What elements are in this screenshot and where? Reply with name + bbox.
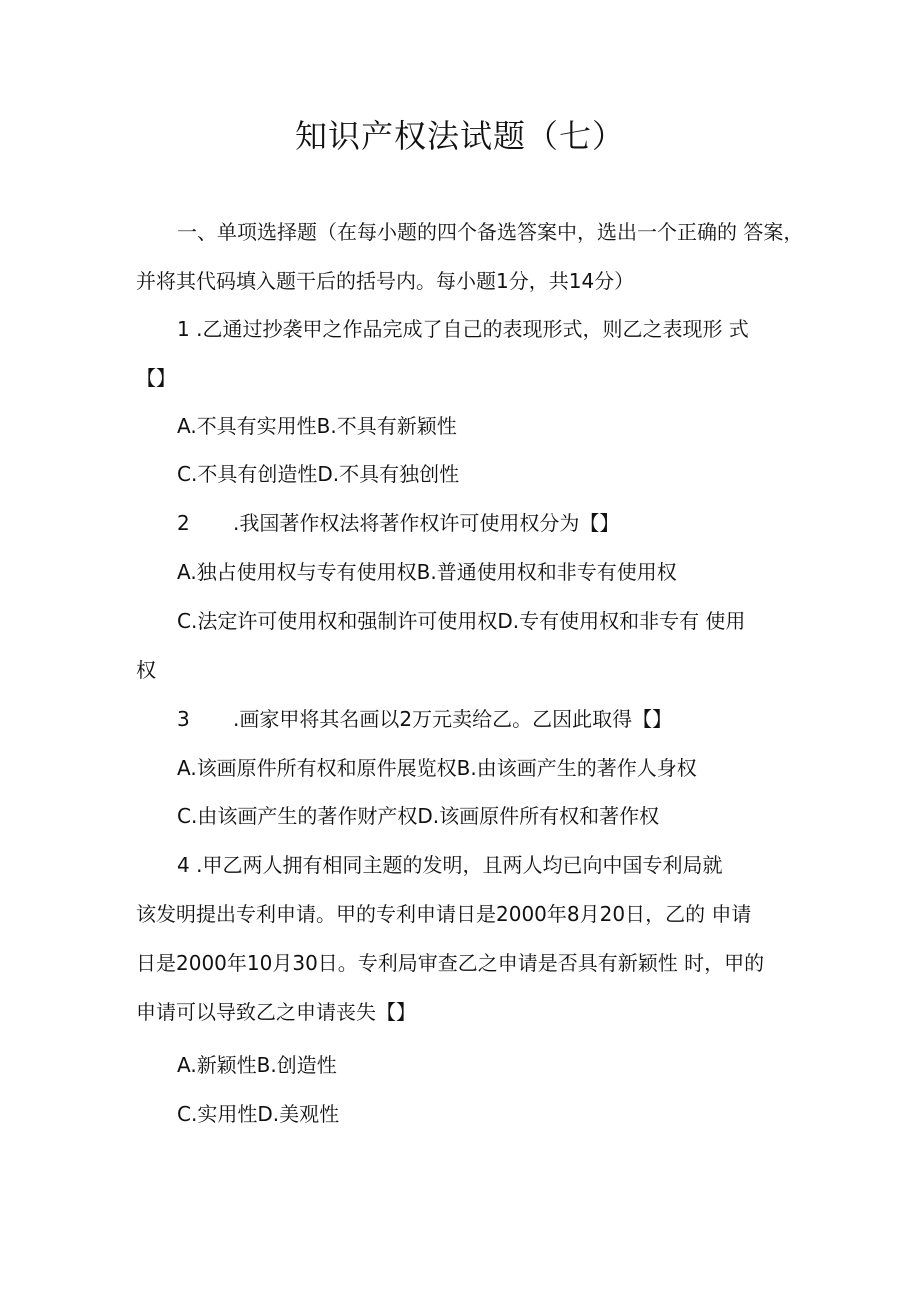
section-intro-line-1: 一、单项选择题（在每小题的四个备选答案中，选出一个正确的 答案， xyxy=(177,220,804,244)
question-1-options-line-2: C.不具有创造性D.不具有独创性 xyxy=(177,462,460,486)
question-4-options-line-1: A.新颖性B.创造性 xyxy=(177,1053,337,1077)
page-title: 知识产权法试题（七） xyxy=(294,117,625,155)
question-2-options-line-2: C.法定许可使用权和强制许可使用权D.专有使用权和非专有 使用 xyxy=(177,609,746,633)
question-4-options-line-2: C.实用性D.美观性 xyxy=(177,1102,340,1126)
question-2-options-line-1: A.独占使用权与专有使用权B.普通使用权和非专有使用权 xyxy=(177,560,677,584)
question-1-stem-line-2: 【】 xyxy=(136,366,176,390)
section-intro-line-2: 并将其代码填入题干后的括号内。每小题1分，共14分） xyxy=(136,269,635,293)
question-4-stem-line-2: 该发明提出专利申请。甲的专利申请日是2000年8月20日，乙的 申请 xyxy=(136,902,752,926)
question-3-stem-line-1 xyxy=(177,704,672,734)
question-1-stem-line-1 xyxy=(177,314,749,344)
question-3-options-line-1: A.该画原件所有权和原件展览权B.由该画产生的著作人身权 xyxy=(177,756,697,780)
question-3-number: 3 xyxy=(177,707,190,731)
question-2-stem-text: .我国著作权法将著作权许可使用权分为【】 xyxy=(233,511,620,535)
question-3-options-line-2: C.由该画产生的著作财产权D.该画原件所有权和著作权 xyxy=(177,804,660,828)
question-4-stem-text: .甲乙两人拥有相同主题的发明，且两人均已向中国专利局就 xyxy=(189,853,723,877)
question-1-stem-text: .乙通过抄袭甲之作品完成了自己的表现形式，则乙之表现形 式 xyxy=(189,317,749,341)
question-1-number: 1 xyxy=(177,317,190,341)
question-1-options-line-1: A.不具有实用性B.不具有新颖性 xyxy=(177,414,457,438)
question-4-stem-line-4: 申请可以导致乙之申请丧失【】 xyxy=(136,1000,416,1024)
question-4-number: 4 xyxy=(177,853,190,877)
question-4-stem-line-1 xyxy=(177,850,722,880)
question-3-stem-text: .画家甲将其名画以2万元卖给乙。乙因此取得【】 xyxy=(233,707,673,731)
question-4-stem-line-3: 日是2000年10月30日。专利局审查乙之申请是否具有新颖性 时，甲的 xyxy=(136,951,765,975)
question-2-stem-line-1 xyxy=(177,508,619,538)
question-2-number: 2 xyxy=(177,511,190,535)
question-2-options-line-3: 权 xyxy=(136,658,156,682)
